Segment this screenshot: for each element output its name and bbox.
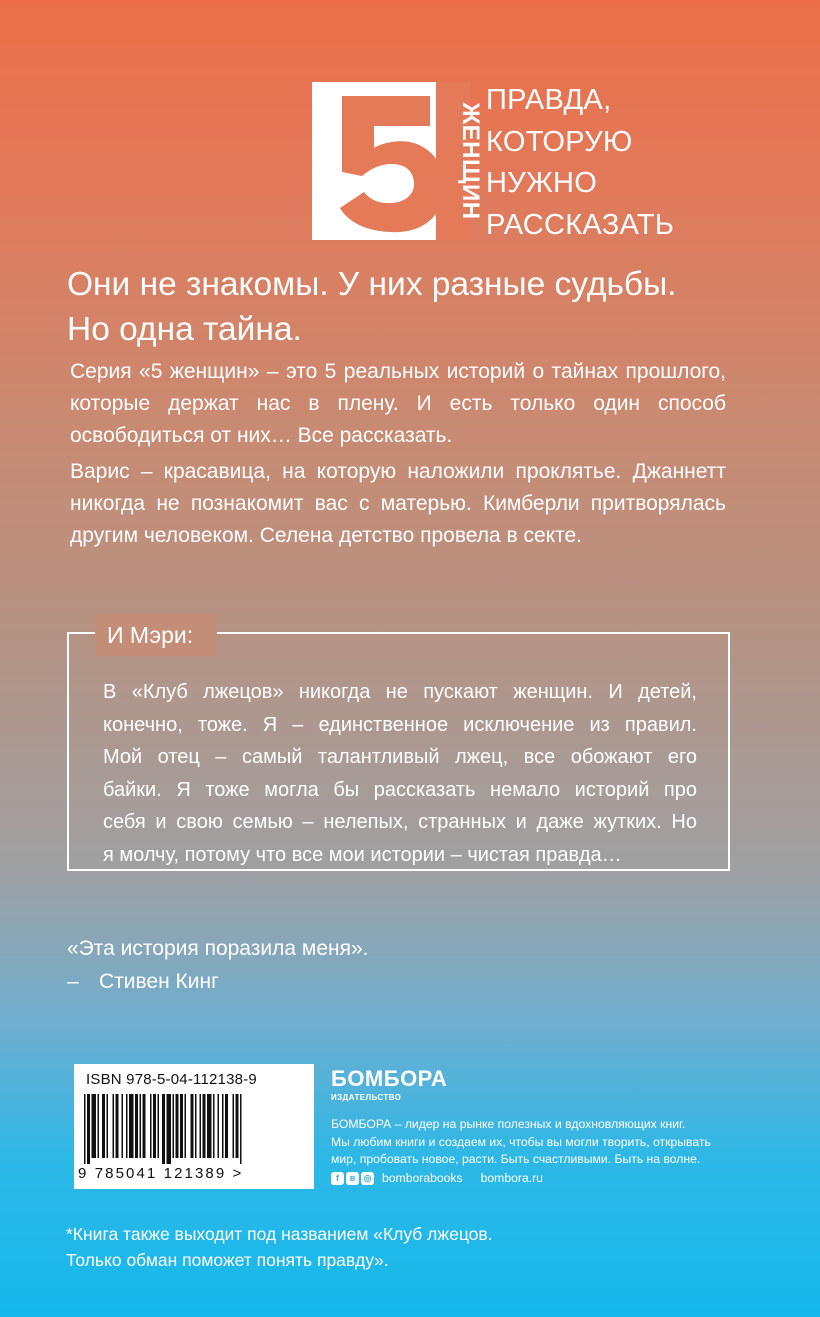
- review-author-name: Стивен Кинг: [99, 970, 219, 993]
- barcode-panel: [74, 1064, 314, 1189]
- barcode-bar: [162, 1094, 165, 1164]
- barcode-bar: [122, 1094, 124, 1158]
- quote-line: конечно, тоже. Я – единственное исключение из правил.: [103, 713, 697, 736]
- quote-line: себя и свою семью – нелепых, странных и даже жутких. Но: [103, 811, 697, 833]
- tagline-line: ПРАВДА,: [486, 84, 612, 116]
- headline-line: Но одна тайна.: [67, 311, 302, 348]
- barcode-bar: [203, 1094, 206, 1158]
- barcode-bar: [236, 1094, 239, 1158]
- barcode-bar: [140, 1094, 142, 1158]
- quote-box-label: И Мэри:: [95, 614, 217, 656]
- barcode-bar: [153, 1094, 156, 1158]
- barcode-bar: [195, 1094, 197, 1158]
- publisher-description: [331, 1116, 741, 1169]
- barcode-bar: [207, 1094, 212, 1158]
- characters-paragraph: Варис – красавица, на которую наложили проклятье. Джаннетт никогда не познакомит вас с матерью. Кимберли притворялась другим человеком. Селена детство провела в секте.: [70, 460, 726, 547]
- publisher-description-line: БОМБОРА – лидер на рынке полезных и вдохновляющих книг.: [331, 1117, 686, 1131]
- barcode-bar: [158, 1094, 160, 1158]
- review-author: [67, 967, 219, 997]
- series-paragraph: Серия «5 женщин» – это 5 реальных историй о тайнах прошлого, которые держат нас в плену. И есть только один способ освободиться от них… Все рассказать.: [70, 360, 726, 447]
- isbn-number: ISBN 978-5-04-112138-9: [86, 1071, 257, 1088]
- facebook-icon[interactable]: f: [331, 1172, 344, 1185]
- quote-box-text: [103, 676, 697, 871]
- barcode-bar: [116, 1094, 119, 1158]
- tagline-line: РАССКАЗАТЬ: [486, 208, 675, 241]
- barcode-bar: [225, 1094, 228, 1158]
- tagline-line: НУЖНО: [486, 167, 598, 199]
- barcode-bar: [185, 1094, 187, 1158]
- barcode-bar: [135, 1094, 138, 1158]
- barcode-bar: [218, 1094, 220, 1158]
- headline: [67, 262, 676, 352]
- footnote-line: *Книга также выходит под названием «Клуб лжецов.: [66, 1224, 493, 1244]
- barcode-bar: [150, 1094, 152, 1158]
- barcode-bar: [126, 1094, 128, 1158]
- barcode-bar: [102, 1094, 105, 1158]
- tagline-line: КОТОРУЮ: [486, 125, 633, 158]
- barcode-bar: [98, 1094, 100, 1158]
- publisher-social: [331, 1171, 543, 1185]
- barcode-graphic: [84, 1094, 304, 1164]
- publisher-website[interactable]: bombora.ru: [480, 1171, 543, 1185]
- barcode-bar: [233, 1094, 235, 1158]
- barcode-bar: [213, 1094, 215, 1158]
- barcode-bar: [113, 1094, 115, 1158]
- barcode-bar: [176, 1094, 179, 1158]
- footnote: [66, 1221, 493, 1273]
- quote-line: я молчу, потому что все мои истории – чистая правда…: [103, 843, 622, 866]
- headline-line: Они не знакомы. У них разные судьбы.: [67, 266, 677, 303]
- barcode-bar: [87, 1094, 90, 1164]
- publisher-description-line: Мы любим книги и создаем их, чтобы вы могли творить, открывать: [331, 1134, 711, 1149]
- quote-line: Мой отец – самый талантливый лжец, все обожают его: [103, 746, 697, 768]
- quote-line: байки. Я тоже могла бы рассказать немало историй про: [103, 778, 697, 801]
- barcode-bar: [143, 1094, 146, 1158]
- instagram-icon[interactable]: ◎: [361, 1172, 374, 1185]
- publisher-description-line: мир, пробовать новое, расти. Быть счастливыми. Быть на волне.: [331, 1152, 701, 1166]
- barcode-bar: [107, 1094, 109, 1158]
- barcode-bar: [222, 1094, 224, 1158]
- series-logo-graphic: [312, 82, 484, 240]
- barcode-digits: 9 785041 121389 >: [78, 1165, 244, 1182]
- logo-vertical-word: ЖЕНЩИН: [457, 102, 484, 220]
- publisher-logo: БОМБОРА: [331, 1066, 448, 1091]
- barcode-bar: [129, 1094, 134, 1158]
- barcode-bar: [84, 1094, 86, 1164]
- barcode-bar: [173, 1094, 175, 1158]
- barcode-bar: [240, 1094, 242, 1164]
- series-logo: [312, 82, 484, 240]
- barcode-bar: [200, 1094, 202, 1158]
- review-dash: –: [67, 970, 79, 993]
- vk-icon[interactable]: в: [346, 1172, 359, 1185]
- barcode-bar: [92, 1094, 97, 1158]
- review-quote: «Эта история поразила меня».: [67, 937, 369, 960]
- social-handle[interactable]: bomborabooks: [382, 1171, 463, 1185]
- barcode-bar: [167, 1094, 172, 1164]
- barcode-bar: [180, 1094, 183, 1158]
- publisher-subtitle: ИЗДАТЕЛЬСТВО: [331, 1093, 402, 1102]
- quote-line: В «Клуб лжецов» никогда не пускают женщин. И детей,: [103, 681, 697, 703]
- barcode-bar: [191, 1094, 194, 1158]
- footnote-line: Только обман поможет понять правду».: [66, 1250, 389, 1270]
- tagline: [486, 80, 674, 246]
